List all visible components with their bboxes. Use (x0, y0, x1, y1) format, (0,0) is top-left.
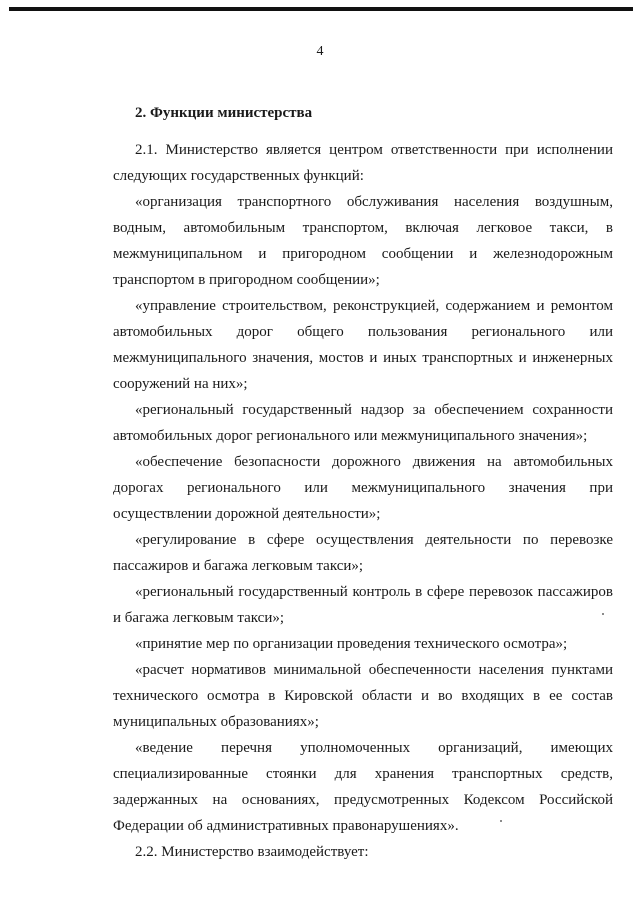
paragraph: «принятие мер по организации проведения технического осмотра»; (135, 636, 568, 652)
paragraph: «управление строительством, реконструкцией, содержанием и ремонтом автомобильных дорог общего пользования регионального или межмуниципального значения, мостов и иных транспортных и инженерных сооружений на них»; (113, 298, 613, 392)
document-body (113, 137, 613, 865)
top-rule (9, 7, 633, 11)
paragraph: «ведение перечня уполномоченных организаций, имеющих специализированные стоянки для хранения транспортных средств, задержанных на основаниях, предусмотренных Кодексом Российской Федерации об административных правонарушениях». (113, 740, 613, 834)
paragraph: 2.2. Министерство взаимодействует: (135, 844, 369, 860)
paragraph: «расчет нормативов минимальной обеспеченности населения пунктами технического осмотра в Кировской области и во входящих в ее состав муниципальных образованиях»; (113, 662, 613, 730)
paragraph: «региональный государственный контроль в сфере перевозок пассажиров и багажа легковым такси»; (113, 584, 613, 626)
paragraph: «организация транспортного обслуживания населения воздушным, водным, автомобильным транспортом, включая легковое такси, в межмуниципальном и пригородном сообщении и железнодорожным транспортом в пригородном сообщении»; (113, 194, 613, 288)
page-number: 4 (316, 44, 324, 59)
paragraph: «регулирование в сфере осуществления деятельности по перевозке пассажиров и багажа легковым такси»; (113, 532, 613, 574)
scan-speck (602, 613, 604, 615)
section-title: 2. Функции министерства (135, 105, 313, 121)
paragraph: «региональный государственный надзор за обеспечением сохранности автомобильных дорог регионального или межмуниципального значения»; (113, 402, 613, 444)
paragraph: «обеспечение безопасности дорожного движения на автомобильных дорогах регионального или межмуниципального значения при осуществлении дорожной деятельности»; (113, 454, 613, 522)
scan-speck (500, 820, 502, 822)
paragraph: 2.1. Министерство является центром ответственности при исполнении следующих государственных функций: (113, 142, 613, 184)
